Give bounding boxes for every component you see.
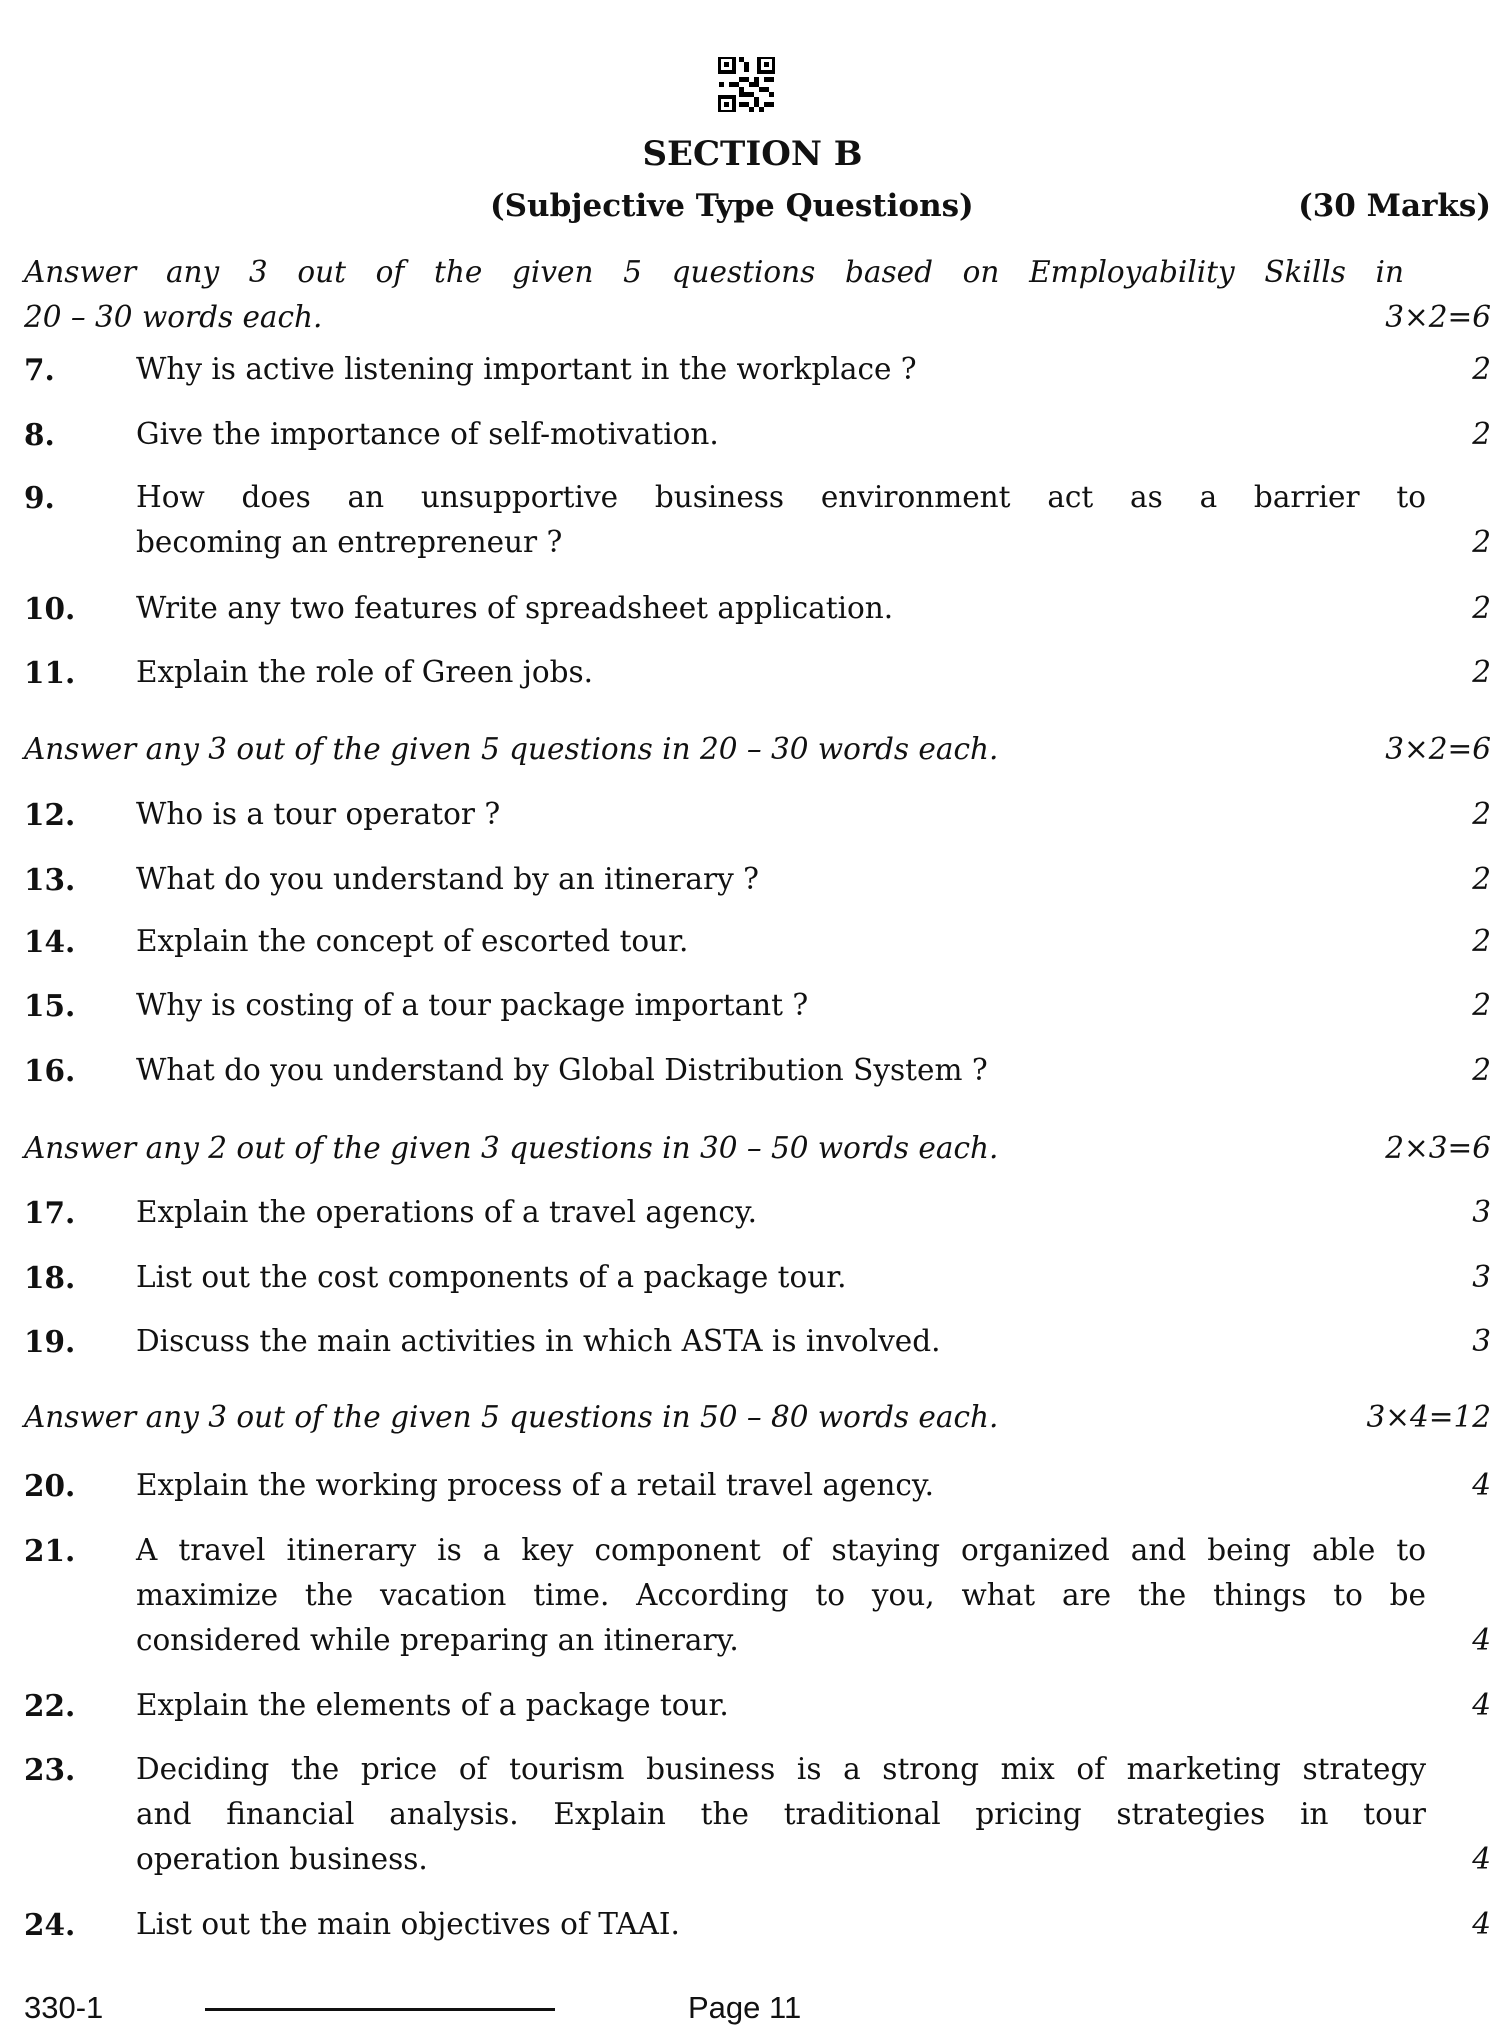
marks-label: 2 [1472, 797, 1491, 831]
instruction-text: Answer any 2 out of the given 3 questions in 30 – 50 words each. [24, 1131, 999, 1165]
question-item [0, 347, 1505, 392]
question-number: 10. [24, 591, 76, 626]
question-text: and financial analysis. Explain the traditional pricing strategies in tour [136, 1797, 1426, 1831]
marks-label: 4 [1472, 1468, 1491, 1502]
question-item [0, 857, 1505, 902]
question-item [0, 1747, 1505, 1882]
marks-label: 3 [1472, 1195, 1491, 1229]
section-subtitle: (Subjective Type Questions) [490, 188, 974, 224]
question-number: 14. [24, 924, 76, 959]
instruction-text: Answer any 3 out of the given 5 questions in 50 – 80 words each. [24, 1400, 999, 1434]
marks-label: 3 [1472, 1324, 1491, 1358]
marks-label: 2 [1472, 591, 1491, 625]
footer-divider [205, 2008, 555, 2011]
section-total-marks: (30 Marks) [1298, 188, 1491, 224]
question-text: considered while preparing an itinerary. [136, 1623, 739, 1657]
question-item [0, 919, 1505, 964]
question-text: Deciding the price of tourism business is a strong mix of marketing strategy [136, 1752, 1426, 1786]
question-number: 7. [24, 352, 55, 387]
marks-label: 2 [1472, 988, 1491, 1022]
question-text: Give the importance of self-motivation. [136, 417, 719, 451]
question-text: operation business. [136, 1842, 428, 1876]
question-item [0, 1255, 1505, 1300]
question-item [0, 1528, 1505, 1663]
question-number: 19. [24, 1324, 76, 1359]
question-text: Why is active listening important in the workplace ? [136, 352, 917, 386]
marks-label: 4 [1472, 1842, 1491, 1876]
question-text: What do you understand by Global Distribution System ? [136, 1053, 988, 1087]
question-item [0, 983, 1505, 1028]
question-text: Explain the operations of a travel agency. [136, 1195, 758, 1229]
question-number: 17. [24, 1195, 76, 1230]
instruction [0, 250, 1505, 340]
question-item [0, 586, 1505, 631]
question-number: 15. [24, 988, 76, 1023]
question-item [0, 1319, 1505, 1364]
instruction [0, 1126, 1505, 1171]
marks-label: 3 [1472, 1260, 1491, 1294]
question-text: List out the main objectives of TAAI. [136, 1907, 680, 1941]
question-text: Explain the elements of a package tour. [136, 1688, 729, 1722]
marks-label: 2 [1472, 862, 1491, 896]
question-text: maximize the vacation time. According to you, what are the things to be [136, 1578, 1426, 1612]
instruction-text: 20 – 30 words each. [24, 300, 323, 334]
question-number: 16. [24, 1053, 76, 1088]
question-number: 13. [24, 862, 76, 897]
question-number: 20. [24, 1468, 76, 1503]
marks-label: 4 [1472, 1907, 1491, 1941]
question-text: Explain the working process of a retail travel agency. [136, 1468, 934, 1502]
marks-label: 2 [1472, 352, 1491, 386]
question-text: Discuss the main activities in which ASTA is involved. [136, 1324, 941, 1358]
question-number: 22. [24, 1688, 76, 1723]
marks-label: 2 [1472, 924, 1491, 958]
marks-label: 2 [1472, 655, 1491, 689]
qr-code-icon [718, 57, 775, 112]
marks-label: 3×4=12 [1366, 1400, 1491, 1434]
question-item [0, 1463, 1505, 1508]
marks-label: 2 [1472, 417, 1491, 451]
marks-label: 4 [1472, 1688, 1491, 1722]
marks-label: 2 [1472, 525, 1491, 559]
marks-label: 3×2=6 [1385, 732, 1491, 766]
instruction [0, 1395, 1505, 1440]
marks-label: 3×2=6 [1385, 300, 1491, 334]
question-number: 24. [24, 1907, 76, 1942]
marks-label: 2×3=6 [1385, 1131, 1491, 1165]
question-item [0, 1902, 1505, 1947]
question-text: List out the cost components of a package tour. [136, 1260, 847, 1294]
instruction [0, 727, 1505, 772]
question-item [0, 650, 1505, 695]
question-number: 11. [24, 655, 76, 690]
instruction-text: Answer any 3 out of the given 5 questions in 20 – 30 words each. [24, 732, 999, 766]
question-number: 9. [24, 480, 55, 515]
question-item [0, 475, 1505, 565]
question-item [0, 1683, 1505, 1728]
question-text: becoming an entrepreneur ? [136, 525, 563, 559]
question-number: 23. [24, 1752, 76, 1787]
question-item [0, 792, 1505, 837]
question-item [0, 1048, 1505, 1093]
page-number: Page 11 [688, 1990, 802, 2025]
question-text: What do you understand by an itinerary ? [136, 862, 759, 896]
question-number: 21. [24, 1533, 76, 1568]
marks-label: 2 [1472, 1053, 1491, 1087]
question-text: How does an unsupportive business environment act as a barrier to [136, 480, 1426, 514]
question-item [0, 1190, 1505, 1235]
question-text: Explain the concept of escorted tour. [136, 924, 689, 958]
question-text: Explain the role of Green jobs. [136, 655, 594, 689]
question-text: Why is costing of a tour package important ? [136, 988, 809, 1022]
marks-label: 4 [1472, 1623, 1491, 1657]
question-number: 12. [24, 797, 76, 832]
question-item [0, 412, 1505, 457]
paper-code: 330-1 [24, 1990, 104, 2025]
question-text: Write any two features of spreadsheet application. [136, 591, 894, 625]
question-number: 8. [24, 417, 55, 452]
instruction-text: Answer any 3 out of the given 5 questions based on Employability Skills in [24, 255, 1404, 289]
question-text: A travel itinerary is a key component of staying organized and being able to [136, 1533, 1426, 1567]
section-title: SECTION B [642, 134, 863, 174]
question-text: Who is a tour operator ? [136, 797, 501, 831]
question-number: 18. [24, 1260, 76, 1295]
